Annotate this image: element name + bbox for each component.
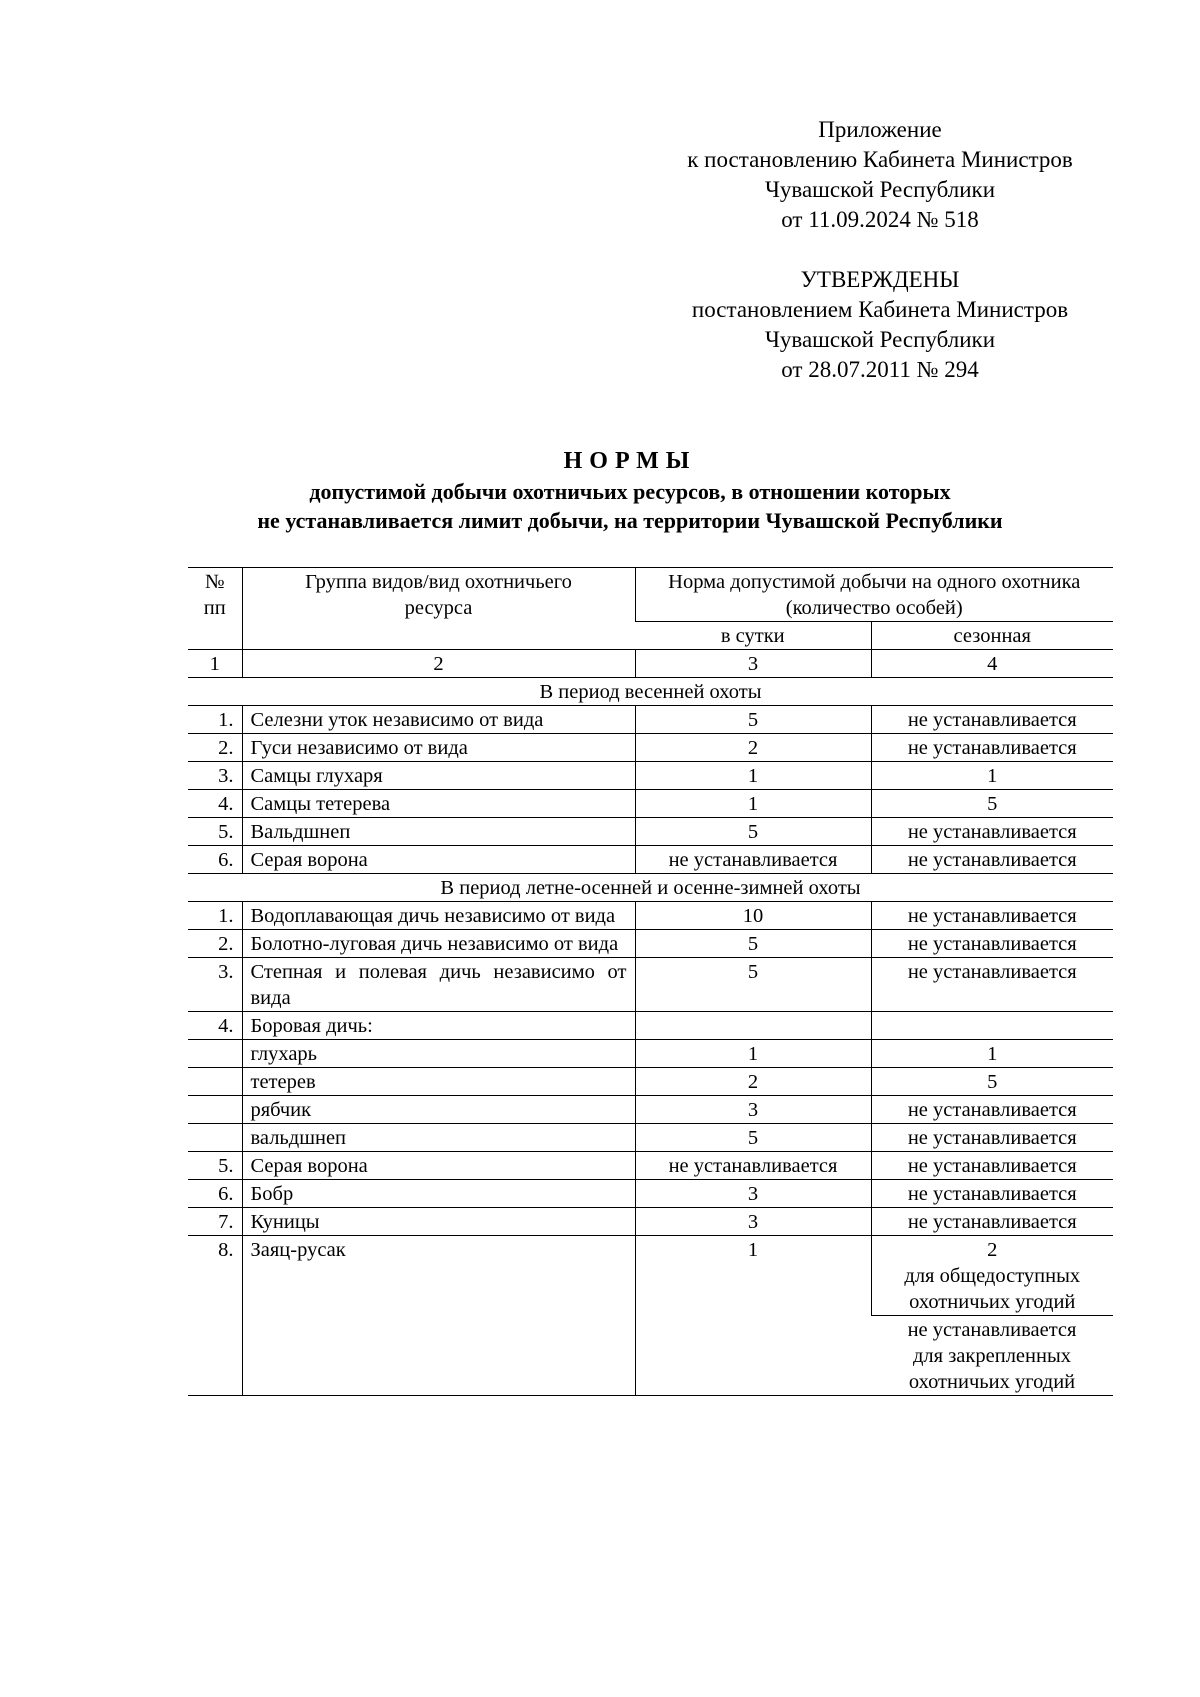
table-row bbox=[188, 1012, 1113, 1040]
table-row bbox=[188, 706, 1113, 734]
table-row bbox=[188, 790, 1113, 818]
header-seasonal: сезонная bbox=[871, 622, 1113, 650]
row-per-day: 3 bbox=[635, 1180, 871, 1208]
table-row bbox=[188, 1236, 1113, 1316]
table-row bbox=[188, 930, 1113, 958]
seasonal-note: для общедоступных охотничьих угодий bbox=[904, 1265, 1081, 1313]
row-name: глухарь bbox=[242, 1040, 635, 1068]
row-per-day: 5 bbox=[635, 706, 871, 734]
row-per-day: 5 bbox=[635, 958, 871, 1012]
row-per-day: 5 bbox=[635, 930, 871, 958]
row-number: 6. bbox=[188, 1180, 242, 1208]
row-seasonal: не устанавливается bbox=[871, 734, 1113, 762]
appendix-line: Чувашской Республики bbox=[764, 177, 996, 202]
row-seasonal: 5 bbox=[871, 1068, 1113, 1096]
table-row bbox=[188, 1096, 1113, 1124]
row-name: Самцы тетерева bbox=[242, 790, 635, 818]
section-title: В период весенней охоты bbox=[188, 678, 1113, 706]
row-per-day: 5 bbox=[635, 818, 871, 846]
row-per-day: не устанавливается bbox=[635, 1152, 871, 1180]
approved-block bbox=[640, 265, 1120, 385]
row-name: Серая ворона bbox=[242, 846, 635, 874]
row-per-day: 1 bbox=[635, 1040, 871, 1068]
row-seasonal: не устанавливается bbox=[871, 1096, 1113, 1124]
row-seasonal: не устанавливается bbox=[871, 958, 1113, 1012]
section-row bbox=[188, 678, 1113, 706]
row-seasonal: не устанавливается bbox=[871, 930, 1113, 958]
row-name: Боровая дичь: bbox=[242, 1012, 635, 1040]
row-name: Самцы глухаря bbox=[242, 762, 635, 790]
row-per-day: 5 bbox=[635, 1124, 871, 1152]
approved-line: от 28.07.2011 № 294 bbox=[781, 357, 979, 382]
title-main: НОРМЫ bbox=[563, 448, 697, 474]
section-title: В период летне-осенней и осенне-зимней охоты bbox=[188, 874, 1113, 902]
row-number: 1. bbox=[188, 706, 242, 734]
seasonal-note: для закрепленных охотничьих угодий bbox=[908, 1345, 1076, 1393]
row-name: Вальдшнеп bbox=[242, 818, 635, 846]
row-name: Степная и полевая дичь независимо от вида bbox=[242, 958, 635, 1012]
row-name: Заяц-русак bbox=[242, 1236, 635, 1396]
table-row bbox=[188, 1208, 1113, 1236]
table-row bbox=[188, 734, 1113, 762]
row-seasonal bbox=[871, 1012, 1113, 1040]
header-num: № пп bbox=[188, 568, 242, 650]
row-name: Гуси независимо от вида bbox=[242, 734, 635, 762]
row-number: 6. bbox=[188, 846, 242, 874]
row-name: рябчик bbox=[242, 1096, 635, 1124]
title-subtitle: не устанавливается лимит добычи, на территории Чувашской Республики bbox=[257, 508, 1003, 533]
row-number: 3. bbox=[188, 958, 242, 1012]
row-number: 5. bbox=[188, 818, 242, 846]
row-seasonal: не устанавливается bbox=[871, 706, 1113, 734]
row-name: Селезни уток независимо от вида bbox=[242, 706, 635, 734]
appendix-line: к постановлению Кабинета Министров bbox=[687, 147, 1073, 172]
row-name: Водоплавающая дичь независимо от вида bbox=[242, 902, 635, 930]
approved-line: постановлением Кабинета Министров bbox=[691, 297, 1069, 322]
row-number: 2. bbox=[188, 930, 242, 958]
table-body bbox=[188, 678, 1113, 1396]
appendix-line: от 11.09.2024 № 518 bbox=[781, 207, 979, 232]
header-per-day: в сутки bbox=[635, 622, 871, 650]
row-number bbox=[188, 1096, 242, 1124]
table-row bbox=[188, 846, 1113, 874]
row-seasonal: не устанавливается bbox=[871, 818, 1113, 846]
row-seasonal: 1 bbox=[871, 762, 1113, 790]
title-subtitle: допустимой добычи охотничьих ресурсов, в отношении которых bbox=[309, 479, 951, 504]
row-number bbox=[188, 1124, 242, 1152]
row-number: 1. bbox=[188, 902, 242, 930]
row-per-day: 10 bbox=[635, 902, 871, 930]
row-number: 8. bbox=[188, 1236, 242, 1396]
row-seasonal-assigned bbox=[871, 1316, 1113, 1396]
row-number: 5. bbox=[188, 1152, 242, 1180]
header-norm: Норма допустимой добычи на одного охотника (количество особей) bbox=[635, 568, 1113, 622]
row-per-day: 3 bbox=[635, 1096, 871, 1124]
row-number bbox=[188, 1068, 242, 1096]
row-number: 3. bbox=[188, 762, 242, 790]
row-per-day: 1 bbox=[635, 1236, 871, 1396]
column-number: 4 bbox=[871, 650, 1113, 678]
row-per-day bbox=[635, 1012, 871, 1040]
table-row bbox=[188, 1124, 1113, 1152]
row-seasonal: не устанавливается bbox=[871, 902, 1113, 930]
table-header bbox=[188, 568, 1113, 678]
table-row bbox=[188, 1152, 1113, 1180]
norms-table bbox=[188, 567, 1113, 1396]
row-number: 4. bbox=[188, 1012, 242, 1040]
table-row bbox=[188, 1040, 1113, 1068]
row-name: Болотно-луговая дичь независимо от вида bbox=[242, 930, 635, 958]
column-number: 1 bbox=[188, 650, 242, 678]
table-row bbox=[188, 1180, 1113, 1208]
row-name: тетерев bbox=[242, 1068, 635, 1096]
seasonal-value: 2 bbox=[987, 1239, 998, 1261]
table-row bbox=[188, 902, 1113, 930]
row-number: 4. bbox=[188, 790, 242, 818]
row-per-day: 2 bbox=[635, 1068, 871, 1096]
table-row bbox=[188, 958, 1113, 1012]
table-row bbox=[188, 1068, 1113, 1096]
row-name: вальдшнеп bbox=[242, 1124, 635, 1152]
row-seasonal: 1 bbox=[871, 1040, 1113, 1068]
row-seasonal: 5 bbox=[871, 790, 1113, 818]
appendix-line: Приложение bbox=[818, 117, 942, 142]
row-name: Куницы bbox=[242, 1208, 635, 1236]
row-number: 2. bbox=[188, 734, 242, 762]
row-seasonal: не устанавливается bbox=[871, 1180, 1113, 1208]
row-seasonal: не устанавливается bbox=[871, 1152, 1113, 1180]
row-per-day: не устанавливается bbox=[635, 846, 871, 874]
approved-line: Чувашской Республики bbox=[764, 327, 996, 352]
table-row bbox=[188, 818, 1113, 846]
approved-line: УТВЕРЖДЕНЫ bbox=[800, 267, 960, 292]
row-seasonal: не устанавливается bbox=[871, 846, 1113, 874]
row-per-day: 1 bbox=[635, 790, 871, 818]
column-number: 3 bbox=[635, 650, 871, 678]
section-row bbox=[188, 874, 1113, 902]
table-row bbox=[188, 762, 1113, 790]
row-seasonal-public bbox=[871, 1236, 1113, 1316]
header-group: Группа видов/вид охотничьего ресурса bbox=[242, 568, 635, 650]
row-number bbox=[188, 1040, 242, 1068]
row-per-day: 3 bbox=[635, 1208, 871, 1236]
seasonal-value: не устанавливается bbox=[907, 1319, 1077, 1341]
document-title bbox=[150, 445, 1110, 535]
row-per-day: 2 bbox=[635, 734, 871, 762]
row-name: Бобр bbox=[242, 1180, 635, 1208]
row-seasonal: не устанавливается bbox=[871, 1124, 1113, 1152]
row-seasonal: не устанавливается bbox=[871, 1208, 1113, 1236]
row-per-day: 1 bbox=[635, 762, 871, 790]
row-name: Серая ворона bbox=[242, 1152, 635, 1180]
appendix-block bbox=[640, 115, 1120, 235]
row-number: 7. bbox=[188, 1208, 242, 1236]
column-number: 2 bbox=[242, 650, 635, 678]
